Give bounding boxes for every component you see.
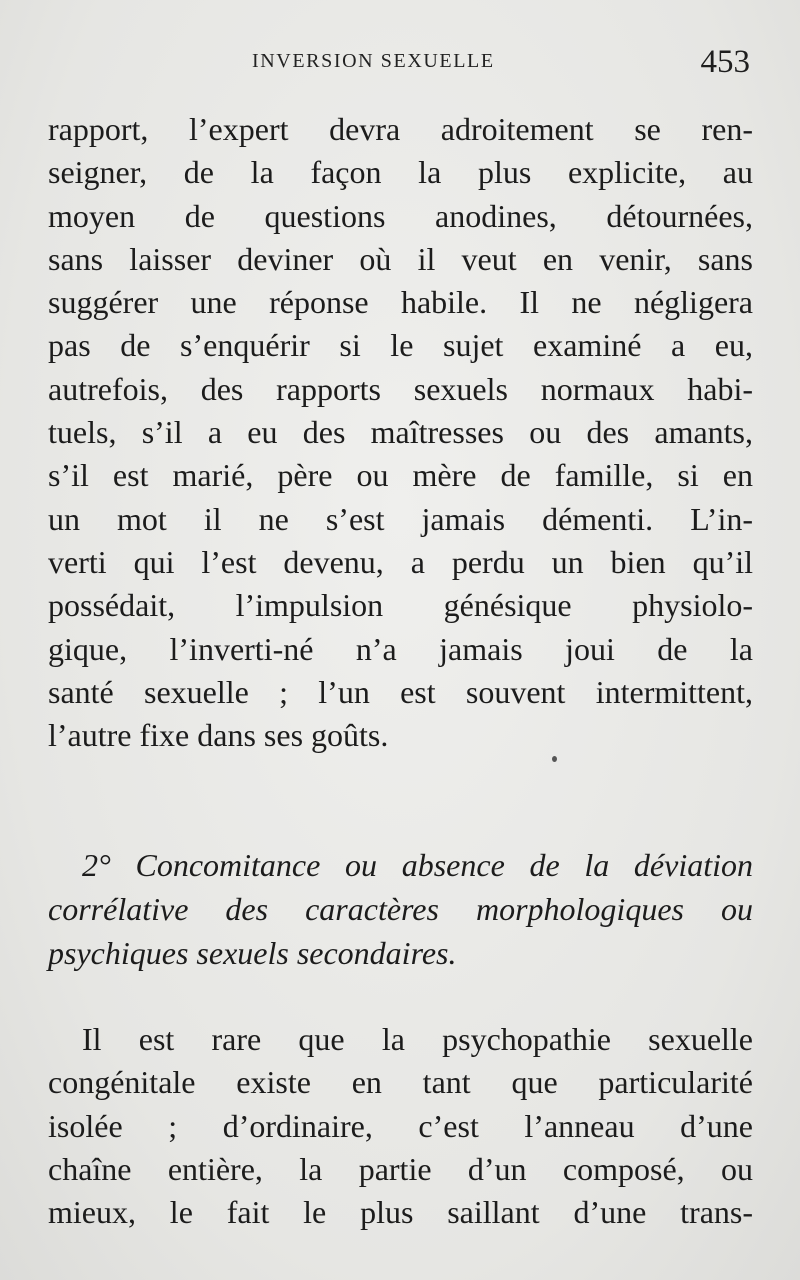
- text-line: seigner, de la façon la plus explicite, au: [48, 154, 753, 191]
- text-line: autrefois, des rapports sexuels normaux habi-: [48, 370, 753, 407]
- section-heading: [48, 843, 753, 975]
- text-line: Il est rare que la psychopathie sexuelle: [82, 1021, 753, 1057]
- text-line: mieux, le fait le plus saillant d’une trans-: [48, 1194, 753, 1231]
- heading-line: 2° Concomitance ou absence de la déviation: [82, 847, 753, 883]
- heading-line: corrélative des caractères morphologiques ou: [48, 891, 753, 927]
- running-title: INVERSION SEXUELLE: [252, 50, 495, 72]
- ink-speck: [552, 756, 557, 762]
- text-line: moyen de questions anodines, détournées,: [48, 197, 753, 234]
- text-line: tuels, s’il a eu des maîtresses ou des amants,: [48, 414, 753, 451]
- text-line: sans laisser deviner où il veut en venir, sans: [48, 240, 753, 277]
- text-line: l’autre fixe dans ses goûts.: [48, 717, 389, 754]
- text-line: chaîne entière, la partie d’un composé, ou: [48, 1150, 753, 1187]
- text-line: rapport, l’expert devra adroitement se ren-: [48, 111, 753, 147]
- heading-line: psychiques sexuels secondaires.: [48, 935, 457, 971]
- text-line: possédait, l’impulsion génésique physiolo-: [48, 587, 753, 624]
- paragraph-2: [48, 1018, 753, 1234]
- text-line: isolée ; d’ordinaire, c’est l’anneau d’une: [48, 1107, 753, 1144]
- text-line: pas de s’enquérir si le sujet examiné a eu,: [48, 327, 753, 364]
- text-line: gique, l’inverti-né n’a jamais joui de la: [48, 630, 753, 667]
- text-line: santé sexuelle ; l’un est souvent intermittent,: [48, 673, 753, 710]
- text-line: s’il est marié, père ou mère de famille, si en: [48, 457, 753, 494]
- paragraph-1: [48, 108, 753, 757]
- text-line: un mot il ne s’est jamais démenti. L’in-: [48, 500, 753, 537]
- running-head: [0, 44, 800, 84]
- text-line: verti qui l’est devenu, a perdu un bien qu’il: [48, 543, 753, 580]
- text-line: suggérer une réponse habile. Il ne négligera: [48, 284, 753, 321]
- page-number: 453: [700, 44, 750, 80]
- text-line: congénitale existe en tant que particularité: [48, 1064, 753, 1101]
